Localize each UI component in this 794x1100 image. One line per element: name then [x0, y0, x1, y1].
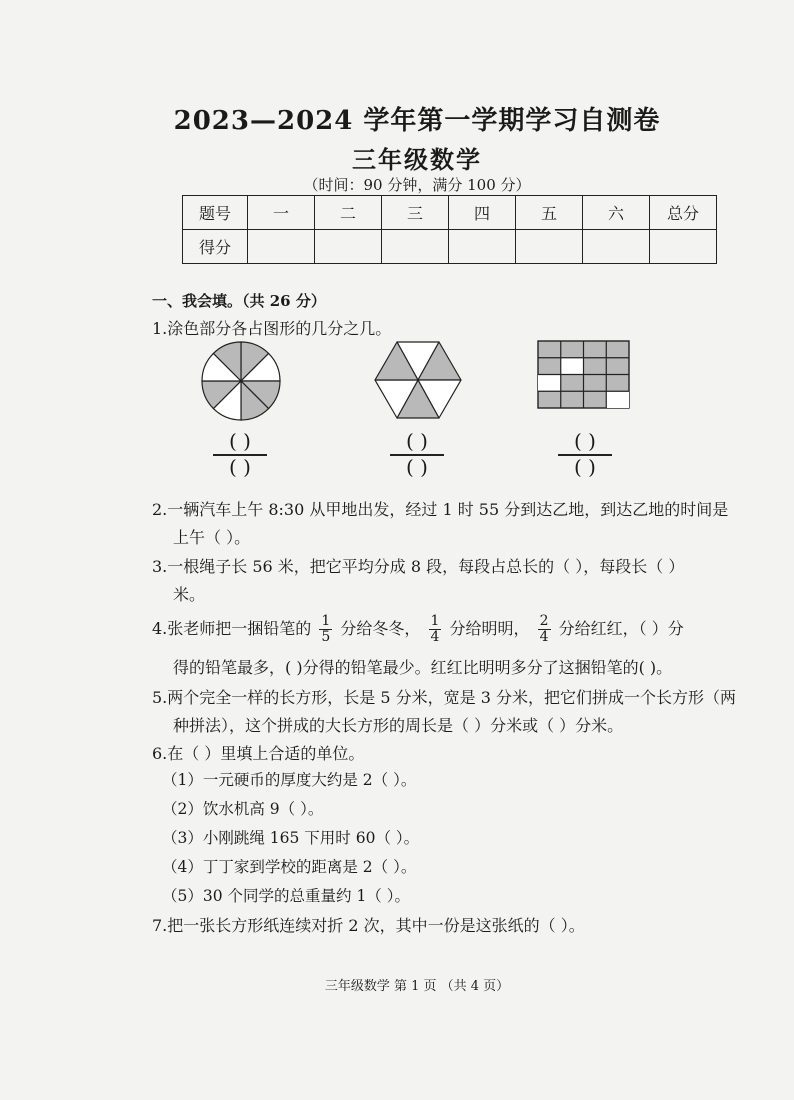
score-cell-1: 一 [248, 196, 315, 230]
score-cell-label: 题号 [183, 196, 248, 230]
denominator-blank[interactable]: ( ) [213, 454, 267, 478]
question-2-line2: 上午（ ）。 [173, 528, 251, 547]
denominator-blank[interactable]: ( ) [390, 454, 444, 478]
fraction-one-fourth: $\frac{1}{4}$ [430, 613, 440, 645]
question-6-item-2: （2）饮水机高 9（ ）。 [162, 800, 324, 818]
question-6-item-1: （1）一元硬币的厚度大约是 2（ ）。 [162, 771, 417, 789]
question-1: 1.涂色部分各占图形的几分之几。 [152, 319, 392, 338]
question-6-item-5: （5）30 个同学的总重量约 1（ ）。 [162, 887, 410, 905]
score-input-2[interactable] [315, 230, 382, 264]
score-input-6[interactable] [583, 230, 650, 264]
score-table-score-row [183, 230, 717, 264]
score-cell-6: 六 [583, 196, 650, 230]
score-cell-5: 五 [516, 196, 583, 230]
question-5-line1: 5.两个完全一样的长方形，长是 5 分米，宽是 3 分米，把它们拼成一个长方形（两 [152, 688, 736, 707]
score-cell-2: 二 [315, 196, 382, 230]
denominator-blank[interactable]: ( ) [558, 454, 612, 478]
question-3-line1: 3.一根绳子长 56 米，把它平均分成 8 段，每段占总长的（ ），每段长（ ） [152, 557, 685, 576]
time-info: （时间：90 分钟，满分 100 分） [303, 176, 531, 194]
grid-figure [537, 340, 631, 410]
score-input-5[interactable] [516, 230, 583, 264]
numerator-blank[interactable]: ( ) [574, 429, 596, 453]
score-table-header-row [183, 196, 717, 230]
answer-fraction-grid[interactable] [558, 430, 612, 478]
question-7: 7.把一张长方形纸连续对折 2 次，其中一份是这张纸的（ ）。 [152, 916, 585, 935]
score-input-4[interactable] [449, 230, 516, 264]
score-cell-4: 四 [449, 196, 516, 230]
question-5-line2: 种拼法），这个拼成的大长方形的周长是（ ）分米或（ ）分米。 [173, 716, 624, 735]
question-6-item-3: （3）小刚跳绳 165 下用时 60（ ）。 [162, 829, 420, 847]
numerator-blank[interactable]: ( ) [229, 429, 251, 453]
exam-title: 2023—2024 学年第一学期学习自测卷 [173, 106, 661, 136]
numerator-blank[interactable]: ( ) [406, 429, 428, 453]
q4-text-b: 分给冬冬， [340, 619, 421, 638]
exam-subtitle: 三年级数学 [352, 145, 482, 174]
question-6: 6.在（ ）里填上合适的单位。 [152, 744, 365, 763]
q4-text-d: 分给红红，（ ）分 [558, 619, 684, 638]
score-cell-3: 三 [382, 196, 449, 230]
question-4-line1 [152, 614, 684, 645]
section-heading: 一、我会填。（共 26 分） [152, 292, 326, 310]
page-footer: 三年级数学 第 1 页 （共 4 页） [324, 979, 510, 994]
fraction-two-fourths: $\frac{2}{4}$ [539, 613, 549, 645]
score-input-3[interactable] [382, 230, 449, 264]
score-cell-total: 总分 [650, 196, 717, 230]
q4-text-c: 分给明明， [449, 619, 530, 638]
question-2-line1: 2.一辆汽车上午 8:30 从甲地出发，经过 1 时 55 分到达乙地，到达乙地的时间是 [152, 500, 729, 519]
score-row-label: 得分 [183, 230, 248, 264]
score-input-total[interactable] [650, 230, 717, 264]
circle-figure [200, 340, 282, 422]
question-6-item-4: （4）丁丁家到学校的距离是 2（ ）。 [162, 858, 417, 876]
score-table [182, 195, 717, 264]
fraction-one-fifth: $\frac{1}{5}$ [321, 613, 331, 645]
question-4-line2: 得的铅笔最多，( )分得的铅笔最少。红红比明明多分了这捆铅笔的( )。 [173, 658, 673, 677]
q4-text-a: 4.张老师把一捆铅笔的 [152, 619, 312, 638]
answer-fraction-hexagon[interactable] [390, 430, 444, 478]
hexagon-figure [372, 337, 464, 423]
answer-fraction-circle[interactable] [213, 430, 267, 478]
question-3-line2: 米。 [173, 585, 206, 604]
score-input-1[interactable] [248, 230, 315, 264]
